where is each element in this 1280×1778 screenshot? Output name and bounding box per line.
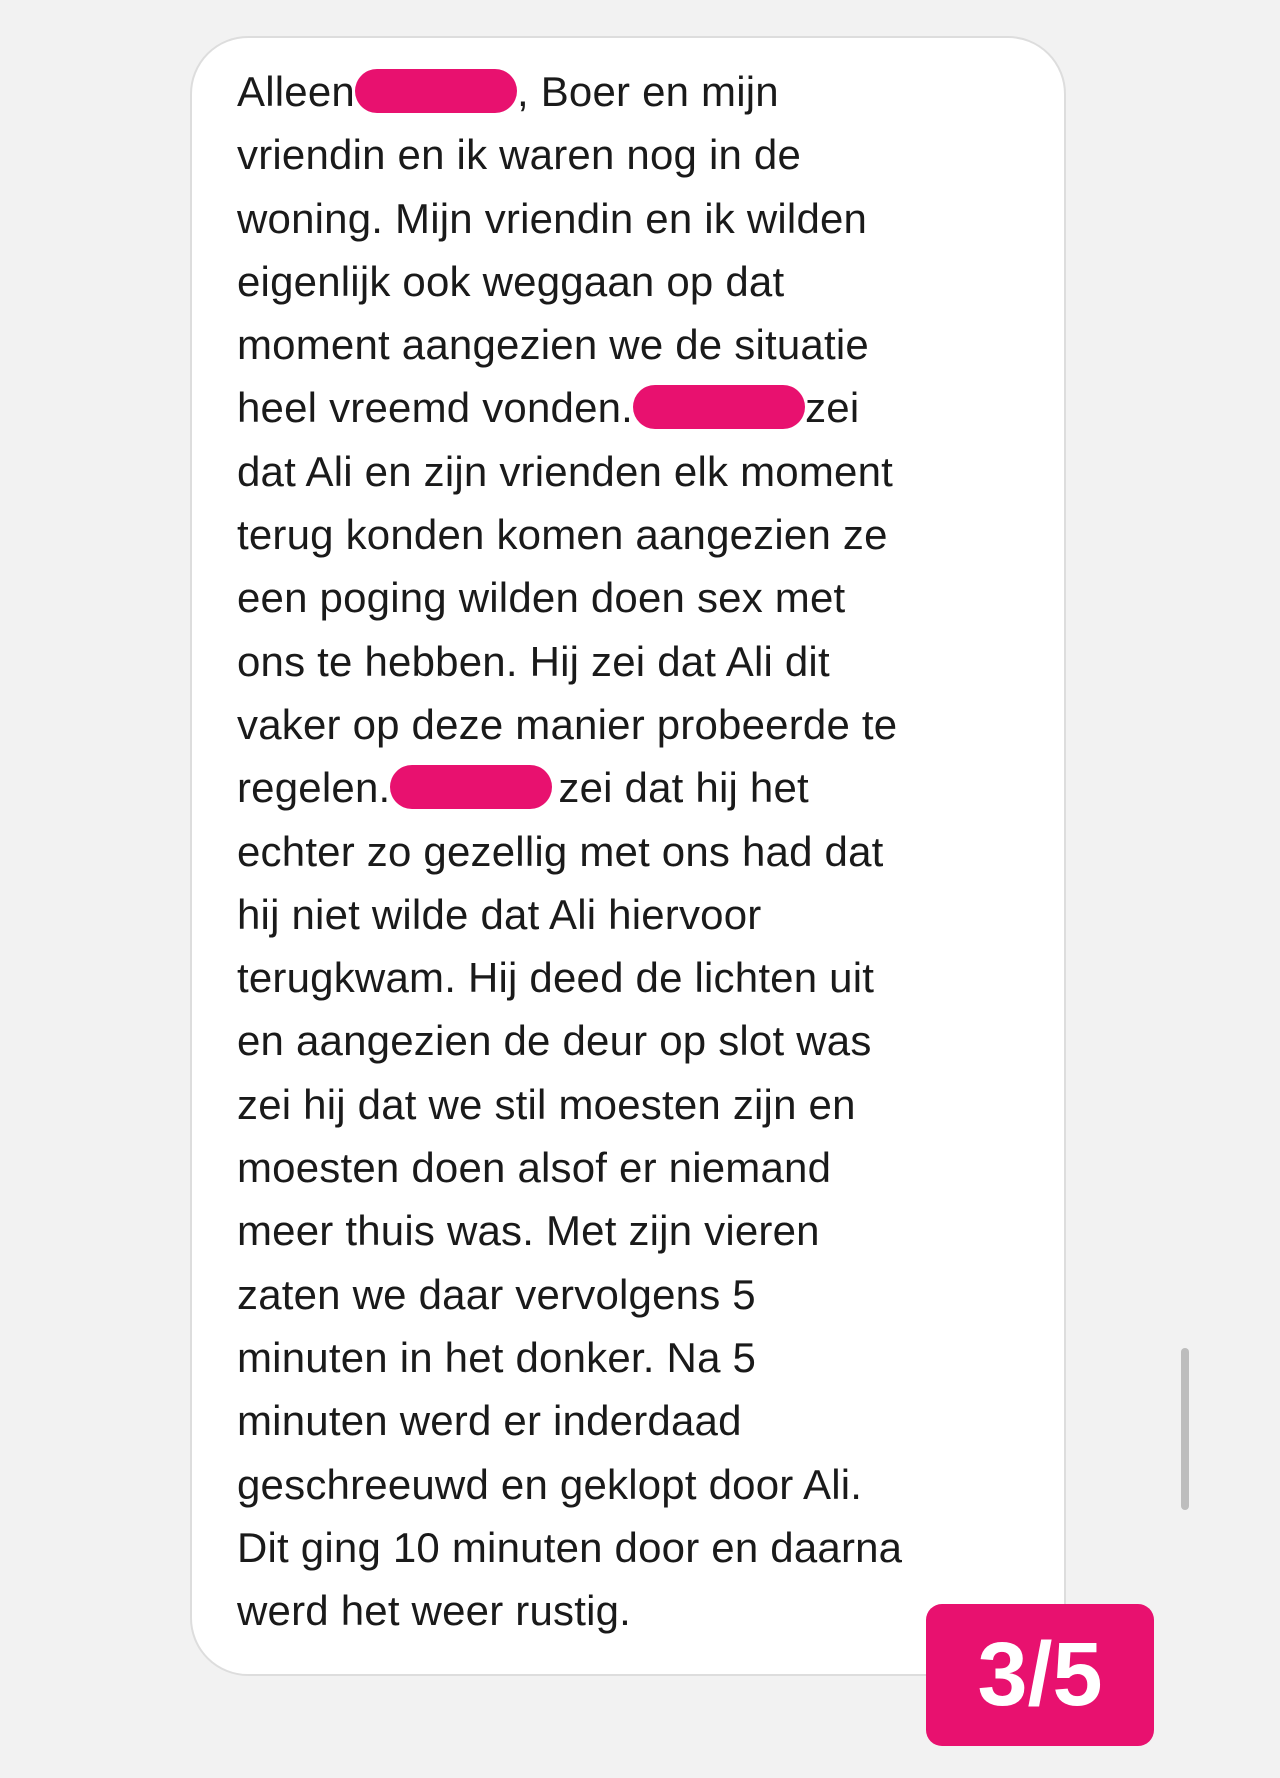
message-line: echter zo gezellig met ons had dat — [237, 827, 884, 875]
message-line: ons te hebben. Hij zei dat Ali dit — [237, 637, 830, 685]
message-line: hij niet wilde dat Ali hiervoor — [237, 890, 762, 938]
message-line: minuten werd er inderdaad — [237, 1397, 742, 1445]
message-line: en aangezien de deur op slot was — [237, 1017, 872, 1065]
message-line: geschreeuwd en geklopt door Ali. — [237, 1460, 863, 1508]
message-line: zei hij dat we stil moesten zijn en — [237, 1080, 856, 1128]
message-line: eigenlijk ook weggaan op dat — [237, 257, 785, 305]
message-line: werd het weer rustig. — [237, 1587, 632, 1635]
message-line: moesten doen alsof er niemand — [237, 1144, 832, 1192]
page-indicator-text: 3/5 — [977, 1624, 1103, 1725]
scrollbar-thumb[interactable] — [1181, 1348, 1189, 1510]
message-line: zaten we daar vervolgens 5 — [237, 1270, 756, 1318]
message-line: Dit ging 10 minuten door en daarna — [237, 1523, 903, 1571]
message-line: Alleen , Boer en mijn — [237, 68, 779, 115]
redaction-mark — [390, 765, 552, 809]
message-line: terugkwam. Hij deed de lichten uit — [237, 954, 875, 1002]
redaction-mark — [355, 69, 517, 113]
redaction-mark — [633, 385, 805, 429]
message-line: dat Ali en zijn vrienden elk moment — [237, 447, 894, 495]
message-line: heel vreemd vonden. zei — [237, 384, 860, 432]
message-line: vriendin en ik waren nog in de — [237, 131, 802, 179]
message-line: regelen. zei dat hij het — [237, 764, 809, 812]
message-line: terug konden komen aangezien ze — [237, 511, 888, 559]
message-line: minuten in het donker. Na 5 — [237, 1333, 757, 1381]
message-line: woning. Mijn vriendin en ik wilden — [237, 194, 868, 242]
message-line: moment aangezien we de situatie — [237, 321, 869, 369]
message-text — [237, 60, 902, 1642]
message-line: meer thuis was. Met zijn vieren — [237, 1207, 820, 1255]
page-indicator-badge — [926, 1604, 1154, 1746]
message-line: een poging wilden doen sex met — [237, 574, 846, 622]
message-line: vaker op deze manier probeerde te — [237, 700, 898, 748]
